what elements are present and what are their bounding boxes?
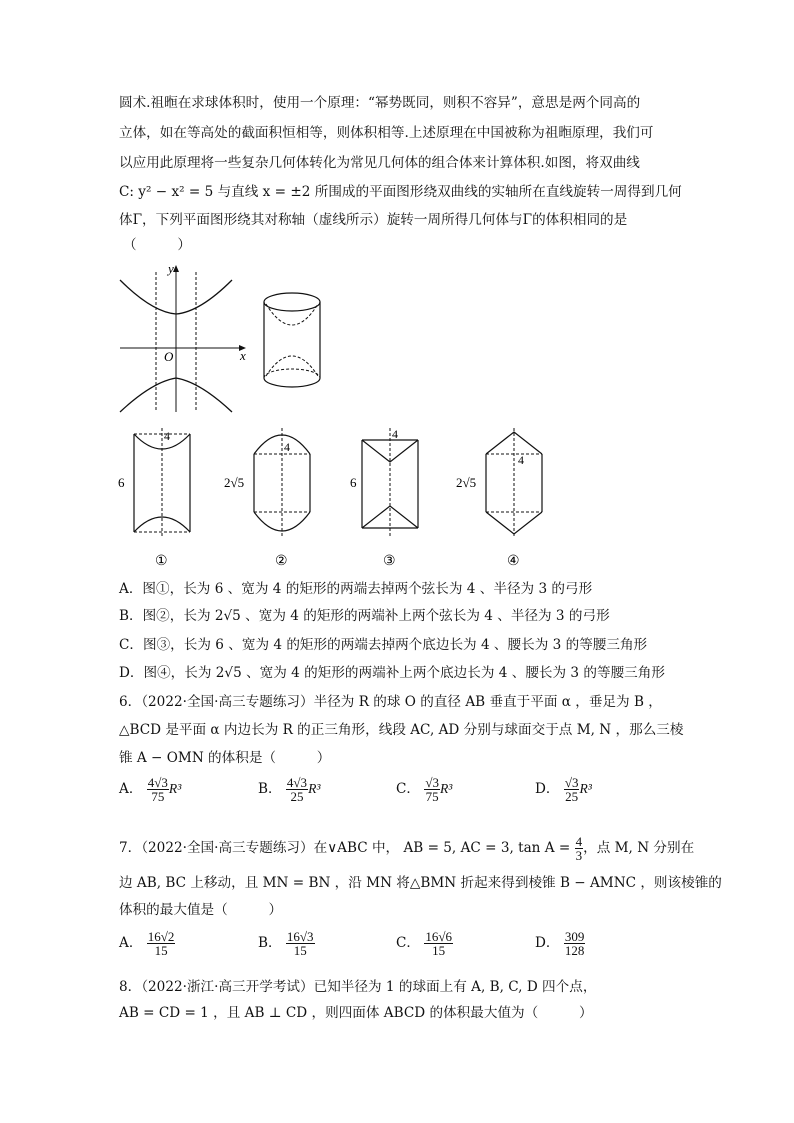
q7-b-num: 16√3	[286, 929, 314, 944]
q5-option-a: A．图①，长为 6 、宽为 4 的矩形的两端去掉两个弦长为 4 、半径为 3 的弓形	[119, 581, 593, 597]
q6-a-num: 4√3	[147, 775, 168, 790]
q5-line-3: 以应用此原理将一些复杂几何体转化为常见几何体的组合体来计算体积.如图，将双曲线	[119, 155, 640, 171]
q6-choice-d-label: D．	[535, 781, 560, 797]
q7-choice-b-label: B．	[258, 935, 282, 951]
q7-line-1-b: ，点 M, N 分别在	[583, 840, 695, 856]
q7-d-den: 128	[564, 943, 585, 958]
q7-choice-d	[535, 930, 585, 957]
q6-line-3: 锥 A − OMN 的体积是（ ）	[119, 750, 331, 766]
q6-d-tail: R³	[579, 781, 592, 796]
figure-2	[222, 424, 332, 574]
q6-c-tail: R³	[439, 781, 453, 796]
q6-choice-d-fraction	[564, 776, 580, 803]
figure-3	[348, 424, 448, 574]
q6-line-1: 6．（2022·全国·高三专题练习）半径为 R 的球 O 的直径 AB 垂直于平面 α ，垂足为 B ，	[119, 694, 662, 710]
q5-answer-blank: （ ）	[123, 237, 191, 253]
q7-line-1	[119, 835, 694, 862]
q7-line-1-a: 7．（2022·全国·高三专题练习）在∨ABC 中， AB = 5, AC = 3, tan A =	[119, 840, 571, 856]
q6-c-den: 75	[425, 789, 439, 804]
q6-choice-b-fraction	[286, 776, 308, 803]
q7-choice-c-label: C．	[396, 935, 420, 951]
q7-c-num: 16√6	[425, 929, 452, 944]
q6-choice-b-label: B．	[258, 781, 282, 797]
fig4-number: ④	[507, 554, 520, 569]
origin-label: O	[164, 349, 174, 364]
q7-choice-d-label: D．	[535, 935, 560, 951]
q7-c-den: 15	[432, 943, 446, 958]
q7-tan-num: 4	[575, 834, 583, 849]
q6-line-2: △BCD 是平面 α 内边长为 R 的正三角形，线段 AC, AD 分别与球面交于点 M, N ，那么三棱	[119, 722, 684, 738]
q5-line-4: C: y² − x² = 5 与直线 x = ±2 所围成的平面图形绕双曲线的实轴所在直线旋转一周得到几何	[119, 184, 682, 200]
hyperbola-figure	[112, 262, 252, 417]
q6-d-den: 25	[565, 789, 579, 804]
q7-a-num: 16√2	[147, 929, 175, 944]
q7-line-3: 体积的最大值是（ ）	[119, 902, 283, 918]
q6-b-tail: R³	[308, 781, 321, 796]
q5-option-d: D．图④，长为 2√5 、宽为 4 的矩形的两端补上两个底边长为 4 、腰长为 3 的等腰三角形	[119, 665, 665, 681]
fig3-number: ③	[383, 554, 396, 569]
fig3-top-label: 4	[392, 427, 398, 441]
q7-choice-d-fraction	[564, 930, 586, 957]
q7-d-num: 309	[564, 929, 585, 944]
q5-option-c: C．图③，长为 6 、宽为 4 的矩形的两端去掉两个底边长为 4 、腰长为 3 的等腰三角形	[119, 637, 648, 653]
q8-line-1: 8．（2022·浙江·高三开学考试）已知半径为 1 的球面上有 A, B, C, D 四个点，	[119, 979, 597, 995]
q6-a-den: 75	[151, 789, 165, 804]
fig2-side-label: 2√5	[224, 475, 245, 490]
q7-tan-fraction	[575, 835, 584, 862]
fig3-side-label: 6	[350, 475, 357, 490]
q6-choice-d	[535, 776, 592, 803]
q7-choice-c	[396, 930, 453, 957]
y-axis-label: y	[168, 262, 174, 276]
q7-a-den: 15	[154, 943, 168, 958]
q5-option-b: B．图②，长为 2√5 、宽为 4 的矩形的两端补上两个弦长为 4 、半径为 3 的弓形	[119, 608, 610, 624]
q6-choice-a-fraction	[147, 776, 169, 803]
x-axis-label: x	[240, 348, 246, 363]
q7-choice-b	[258, 930, 315, 957]
figure-1	[112, 424, 212, 574]
q7-b-den: 15	[293, 943, 307, 958]
q6-choice-c	[396, 776, 452, 803]
q7-choice-a-fraction	[147, 930, 176, 957]
fig2-top-label: 4	[284, 440, 290, 454]
q5-line-2: 立体，如在等高处的截面积恒相等，则体积相等.上述原理在中国被称为祖暅原理，我们可	[119, 125, 654, 141]
q6-choice-a-label: A．	[119, 781, 143, 797]
q7-choice-c-fraction	[424, 930, 453, 957]
q6-b-num: 4√3	[286, 775, 308, 790]
q6-d-num: √3	[564, 775, 579, 790]
figure-4	[454, 424, 564, 574]
q5-line-5: 体Γ，下列平面图形绕其对称轴（虚线所示）旋转一周所得几何体与Γ的体积相同的是	[119, 212, 628, 228]
q8-line-2: AB = CD = 1 ，且 AB ⊥ CD ，则四面体 ABCD 的体积最大值为（ ）	[119, 1005, 593, 1021]
fig1-top-label: 4	[164, 429, 170, 443]
fig1-side-label: 6	[118, 475, 125, 490]
q7-tan-den: 3	[575, 848, 583, 863]
fig4-top-label: 4	[518, 453, 524, 467]
q5-line-1: 圆术.祖暅在求球体积时，使用一个原理：“幂势既同，则积不容异”，意思是两个同高的	[119, 95, 641, 111]
fig2-number: ②	[275, 554, 288, 569]
q6-choice-b	[258, 776, 320, 803]
q7-choice-a-label: A．	[119, 935, 143, 951]
cylinder-figure	[256, 290, 328, 390]
q7-line-2: 边 AB, BC 上移动，且 MN = BN ，沿 MN 将△BMN 折起来得到棱锥 B − AMNC ，则该棱锥的	[119, 875, 722, 891]
q7-choice-a	[119, 930, 175, 957]
q6-c-num: √3	[425, 775, 439, 790]
fig1-number: ①	[155, 554, 168, 569]
q6-choice-c-fraction	[424, 776, 440, 803]
fig4-side-label: 2√5	[456, 475, 477, 490]
q7-choice-b-fraction	[286, 930, 315, 957]
q6-choice-c-label: C．	[396, 781, 420, 797]
q6-a-tail: R³	[168, 781, 182, 796]
q6-choice-a	[119, 776, 181, 803]
q6-b-den: 25	[290, 789, 304, 804]
